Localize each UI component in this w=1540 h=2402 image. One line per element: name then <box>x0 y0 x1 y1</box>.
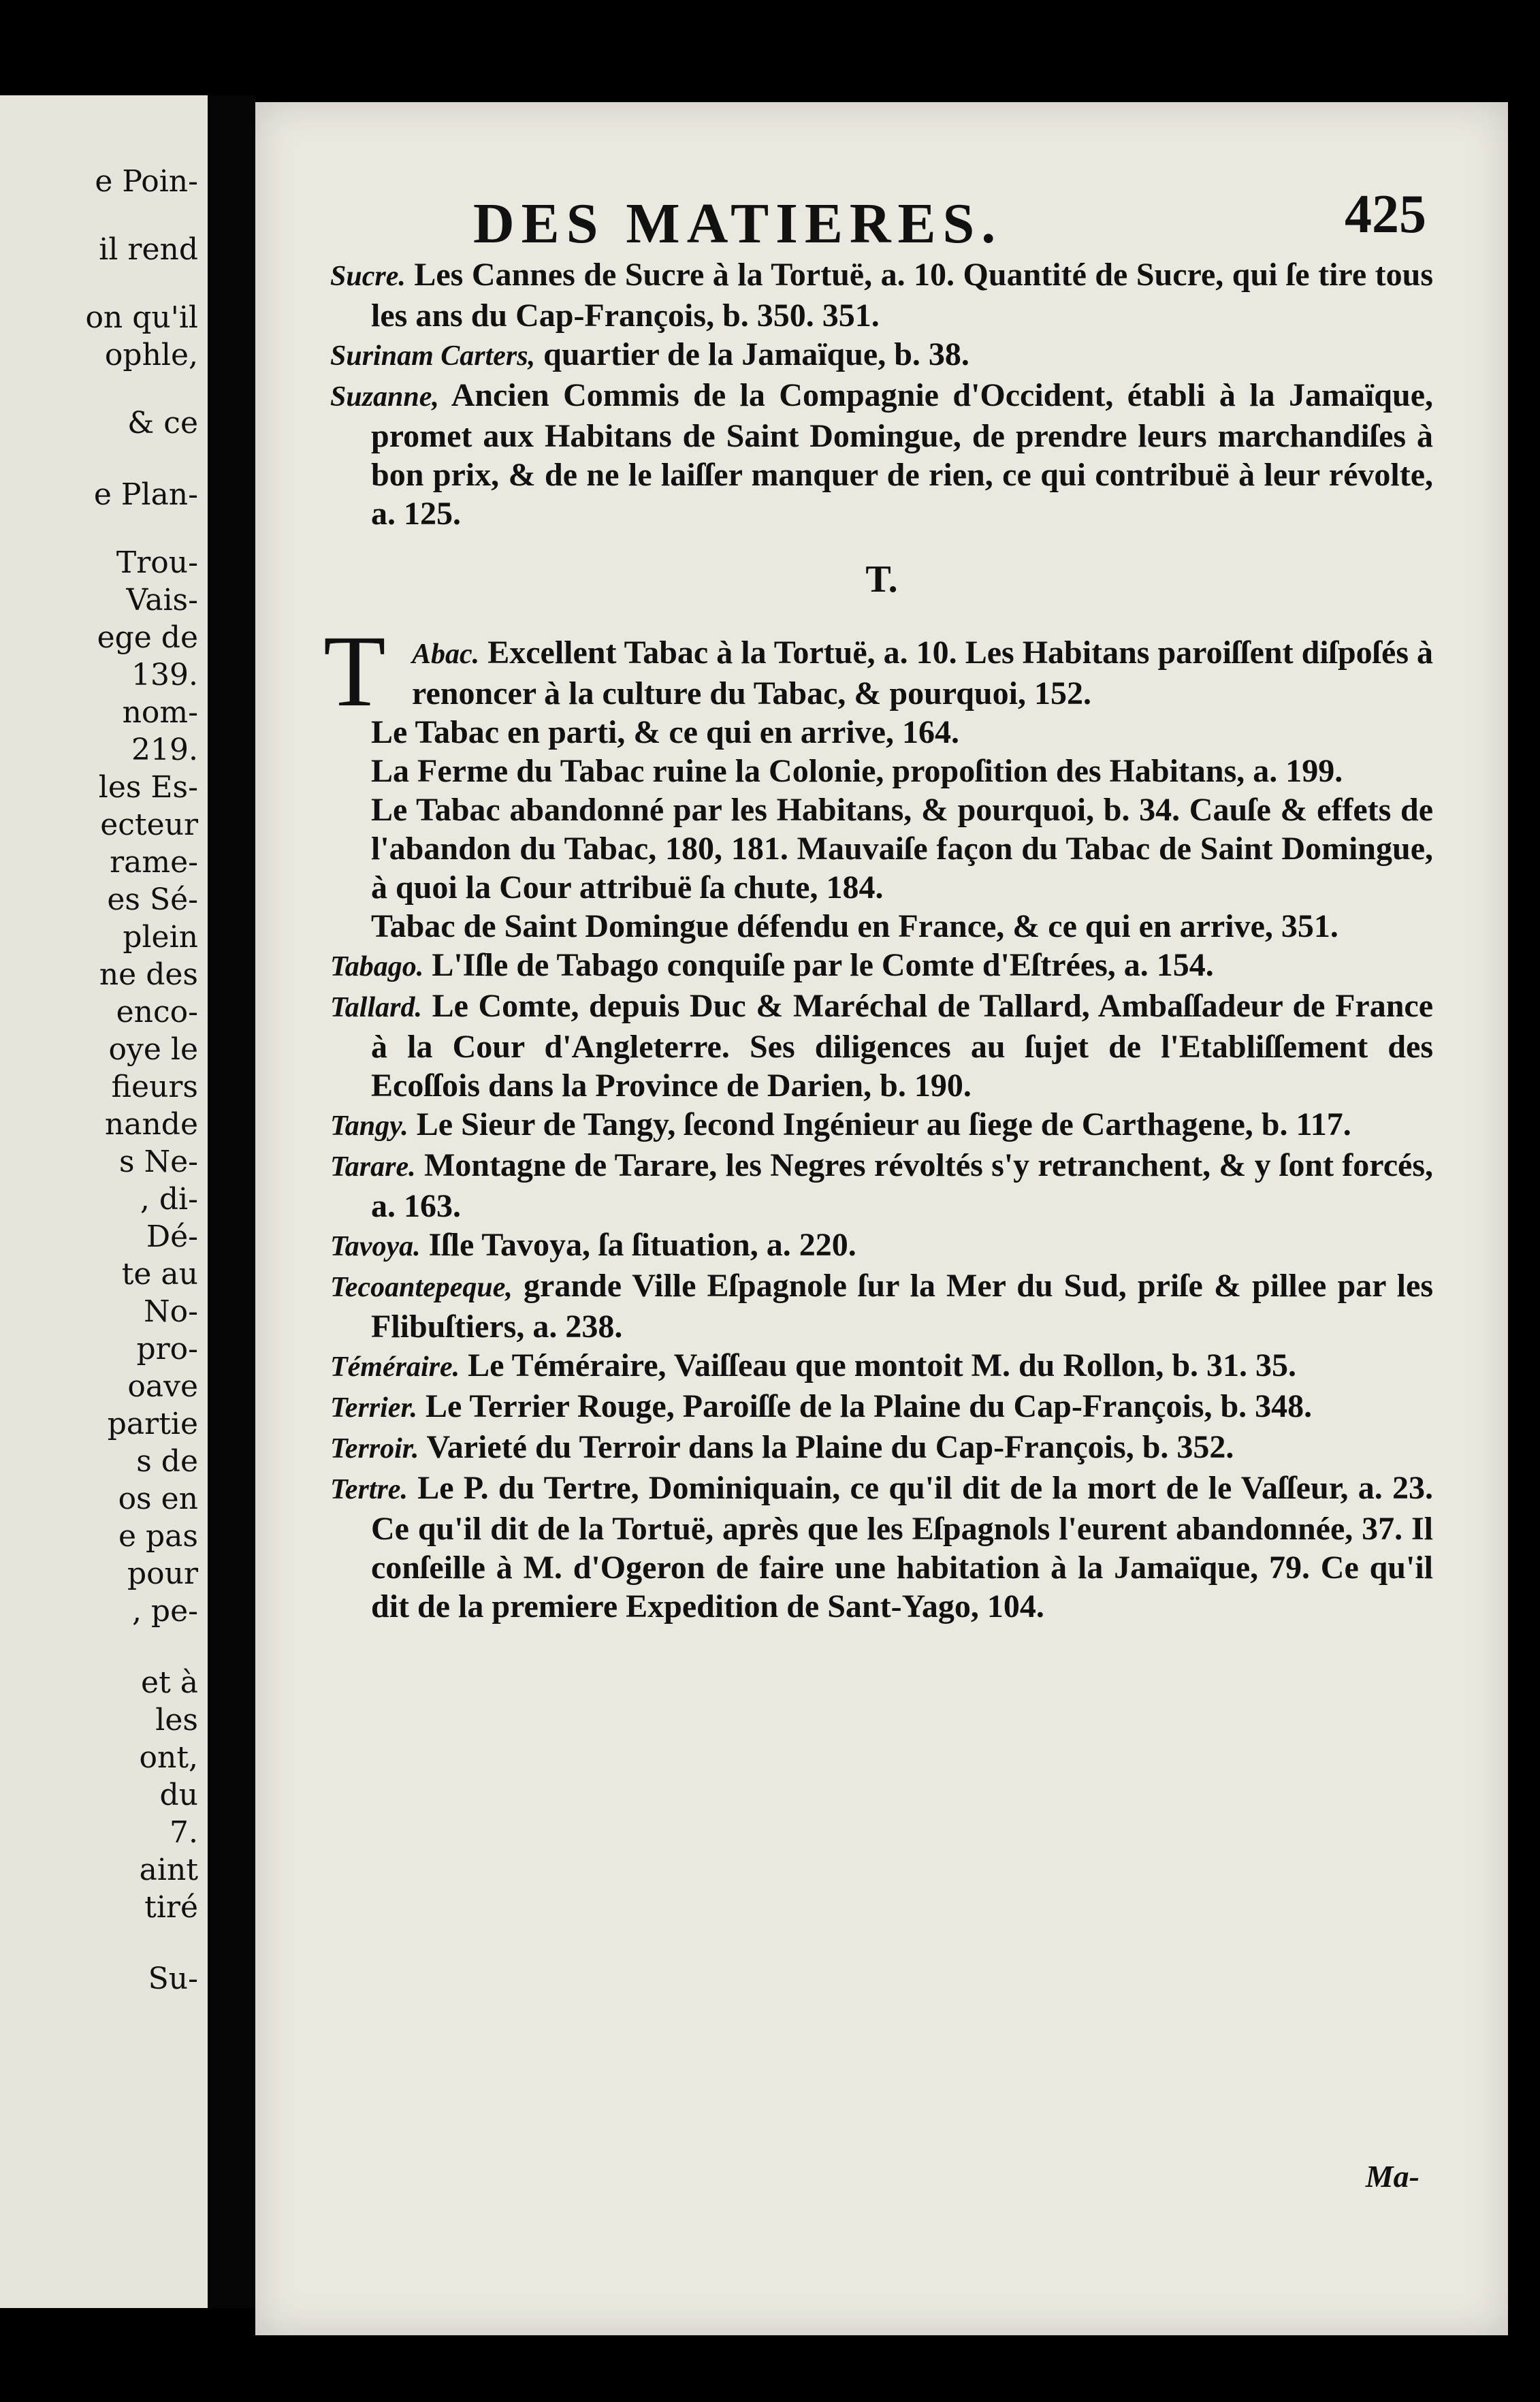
left-page-line: oye le <box>108 1032 198 1067</box>
entries-t-section <box>330 946 1433 1626</box>
left-page-line: No- <box>144 1294 198 1329</box>
left-page-line: s de <box>136 1444 198 1479</box>
left-page-line: ont, <box>139 1740 198 1775</box>
entry-headword: Tarare. <box>330 1151 416 1183</box>
left-page-line: 139. <box>131 658 198 692</box>
index-entry <box>330 255 1433 335</box>
left-page-line: rame- <box>110 845 198 880</box>
entry-text: Le Sieur de Tangy, ſecond Ingénieur au ſiege de Carthagene, b. 117. <box>416 1106 1351 1142</box>
entry-text: Excellent Tabac à la Tortuë, a. 10. Les Habitans paroiſſent diſpoſés à renoncer à la culture du Tabac, & pourquoi, 152. <box>412 635 1434 711</box>
entry-headword: Téméraire. <box>330 1351 460 1383</box>
left-page-line: tiré <box>144 1890 198 1925</box>
entry-text: quartier de la Jamaïque, b. 38. <box>543 336 969 372</box>
index-entry <box>330 1346 1433 1387</box>
entry-headword: Tavoya. <box>330 1231 421 1262</box>
entry-text: L'Iſle de Tabago conquiſe par le Comte d'Eſtrées, a. 154. <box>432 947 1214 983</box>
left-page-line: ege de <box>97 620 198 655</box>
entry-headword: Surinam Carters, <box>330 340 536 372</box>
entry-text: Iſle Tavoya, ſa ſituation, a. 220. <box>428 1227 856 1263</box>
left-page-line: nom- <box>122 695 198 730</box>
tabac-subentries <box>330 713 1433 946</box>
left-page-line: es Sé- <box>107 882 198 917</box>
left-page-line: Vais- <box>126 583 198 618</box>
left-page-line: e Poin- <box>95 164 198 199</box>
book-gutter <box>208 95 255 2308</box>
left-page-line: pour <box>127 1556 198 1591</box>
left-page-line: et à <box>141 1665 198 1700</box>
left-page-line: on qu'il <box>85 300 198 335</box>
entry-text: Ancien Commis de la Compagnie d'Occident, établi à la Jamaïque, promet aux Habitans de Saint Domingue, de prendre leurs marchandiſes à bon prix, & de ne le laiſſer manquer de rien, ce qui contribuë à leur révolte, a. 125. <box>371 377 1433 532</box>
left-page-line: , di- <box>140 1182 198 1217</box>
entry-text: Le P. du Tertre, Dominiquain, ce qu'il dit de la mort de le Vaſſeur, a. 23. Ce qu'il dit de la Tortuë, après que les Eſpagnols l'eurent abandonnée, 37. Il conſeille à M. d'Ogeron de faire une habitation à la Jamaïque, 79. Ce qu'il dit de la premiere Expedition de Sant-Yago, 104. <box>371 1470 1434 1624</box>
drop-cap: T <box>323 615 386 728</box>
entry-headword: Suzanne, <box>330 381 439 413</box>
left-page-line: les <box>155 1703 198 1738</box>
entry-headword: Terroir. <box>330 1433 419 1464</box>
left-page-line: , pe- <box>131 1594 198 1629</box>
left-page-line: les Es- <box>98 770 198 805</box>
index-entry <box>330 335 1433 376</box>
left-page-line: Su- <box>148 1961 198 1996</box>
entries-s-section <box>330 255 1433 533</box>
catchword: Ma- <box>1365 2159 1419 2194</box>
entry-text: Le Terrier Rouge, Paroiſſe de la Plaine du Cap-François, b. 348. <box>425 1388 1313 1424</box>
left-page-line: enco- <box>116 995 198 1029</box>
entry-headword: Tabago. <box>330 951 424 982</box>
subentry: Tabac de Saint Domingue défendu en France, & ce qui en arrive, 351. <box>371 908 1338 944</box>
left-page-line: ophle, <box>104 338 198 372</box>
index-entry <box>330 1226 1433 1266</box>
index-entry <box>330 1387 1433 1428</box>
index-entry <box>330 946 1433 987</box>
left-page-line: aint <box>139 1853 198 1887</box>
left-page-line: plein <box>123 920 198 955</box>
section-letter: T. <box>865 558 898 600</box>
right-page <box>255 102 1508 2335</box>
left-page-line: te au <box>121 1257 198 1292</box>
left-page-line: 219. <box>131 733 198 767</box>
left-page-line: e Plan- <box>93 477 198 512</box>
left-page-fragment <box>0 95 208 2308</box>
entry-tabac <box>323 615 1434 728</box>
index-entries <box>323 255 1434 1626</box>
left-page-line: Trou- <box>116 545 198 580</box>
subentry: Le Tabac abandonné par les Habitans, & pourquoi, b. 34. Cauſe & effets de l'abandon du Tabac, 180, 181. Mauvaiſe façon du Tabac de Saint Domingue, à quoi la Cour attribuë ſa chute, 184. <box>371 792 1433 906</box>
running-header <box>255 185 1508 259</box>
left-page-line: ecteur <box>100 807 198 842</box>
entry-text: grande Ville Eſpagnole ſur la Mer du Sud, priſe & pillee par les Flibuſtiers, a. 238. <box>371 1268 1434 1345</box>
entry-text: Les Cannes de Sucre à la Tortuë, a. 10. Quantité de Sucre, qui ſe tire tous les ans du Cap-François, b. 350. 351. <box>371 257 1434 334</box>
index-entry <box>330 1469 1433 1626</box>
entry-headword: Tertre. <box>330 1474 408 1505</box>
left-page-line: Dé- <box>146 1219 198 1254</box>
entry-headword: Tangy. <box>330 1110 408 1142</box>
page-number: 425 <box>1345 185 1426 244</box>
entry-headword: Tecoantepeque, <box>330 1272 513 1303</box>
entry-text: Le Téméraire, Vaiſſeau que montoit M. du Rollon, b. 31. 35. <box>468 1347 1297 1383</box>
left-page-line: il rend <box>99 232 198 267</box>
index-entry <box>330 987 1433 1105</box>
index-entry <box>330 1105 1433 1146</box>
index-entry <box>330 376 1433 533</box>
entry-text: Montagne de Tarare, les Negres révoltés s'y retranchent, & y ſont forcés, a. 163. <box>371 1147 1433 1224</box>
entry-headword: Abac. <box>412 639 480 670</box>
left-page-line: nande <box>104 1107 198 1142</box>
running-title: DES MATIERES. <box>473 192 1003 255</box>
subentry: Le Tabac en parti, & ce qui en arrive, 164. <box>371 714 959 750</box>
index-entry <box>330 1428 1433 1469</box>
entry-text: Varieté du Terroir dans la Plaine du Cap-François, b. 352. <box>426 1429 1234 1465</box>
subentry: La Ferme du Tabac ruine la Colonie, propoſition des Habitans, a. 199. <box>371 753 1343 789</box>
left-page-line: partie <box>107 1407 198 1441</box>
left-page-line: oave <box>127 1369 198 1404</box>
left-page-line: s Ne- <box>119 1144 198 1179</box>
left-page-line: ne des <box>99 957 198 992</box>
left-page-line: e pas <box>118 1519 198 1554</box>
index-entry <box>330 1266 1433 1346</box>
left-page-line: 7. <box>170 1815 198 1850</box>
left-page-line: pro- <box>136 1332 198 1366</box>
left-page-line: fieurs <box>111 1070 198 1104</box>
index-entry <box>330 1146 1433 1226</box>
left-page-line: os en <box>118 1482 198 1516</box>
left-page-line: & ce <box>127 406 198 441</box>
entry-headword: Sucre. <box>330 261 406 292</box>
entry-headword: Tallard. <box>330 992 422 1023</box>
entry-text: Le Comte, depuis Duc & Maréchal de Tallard, Ambaſſadeur de France à la Cour d'Angleterre. Ses diligences au ſujet de l'Etabliſſement des Ecoſſois dans la Province de Darien, b. 190. <box>371 988 1434 1104</box>
entry-headword: Terrier. <box>330 1392 417 1424</box>
left-page-line: du <box>159 1778 198 1812</box>
